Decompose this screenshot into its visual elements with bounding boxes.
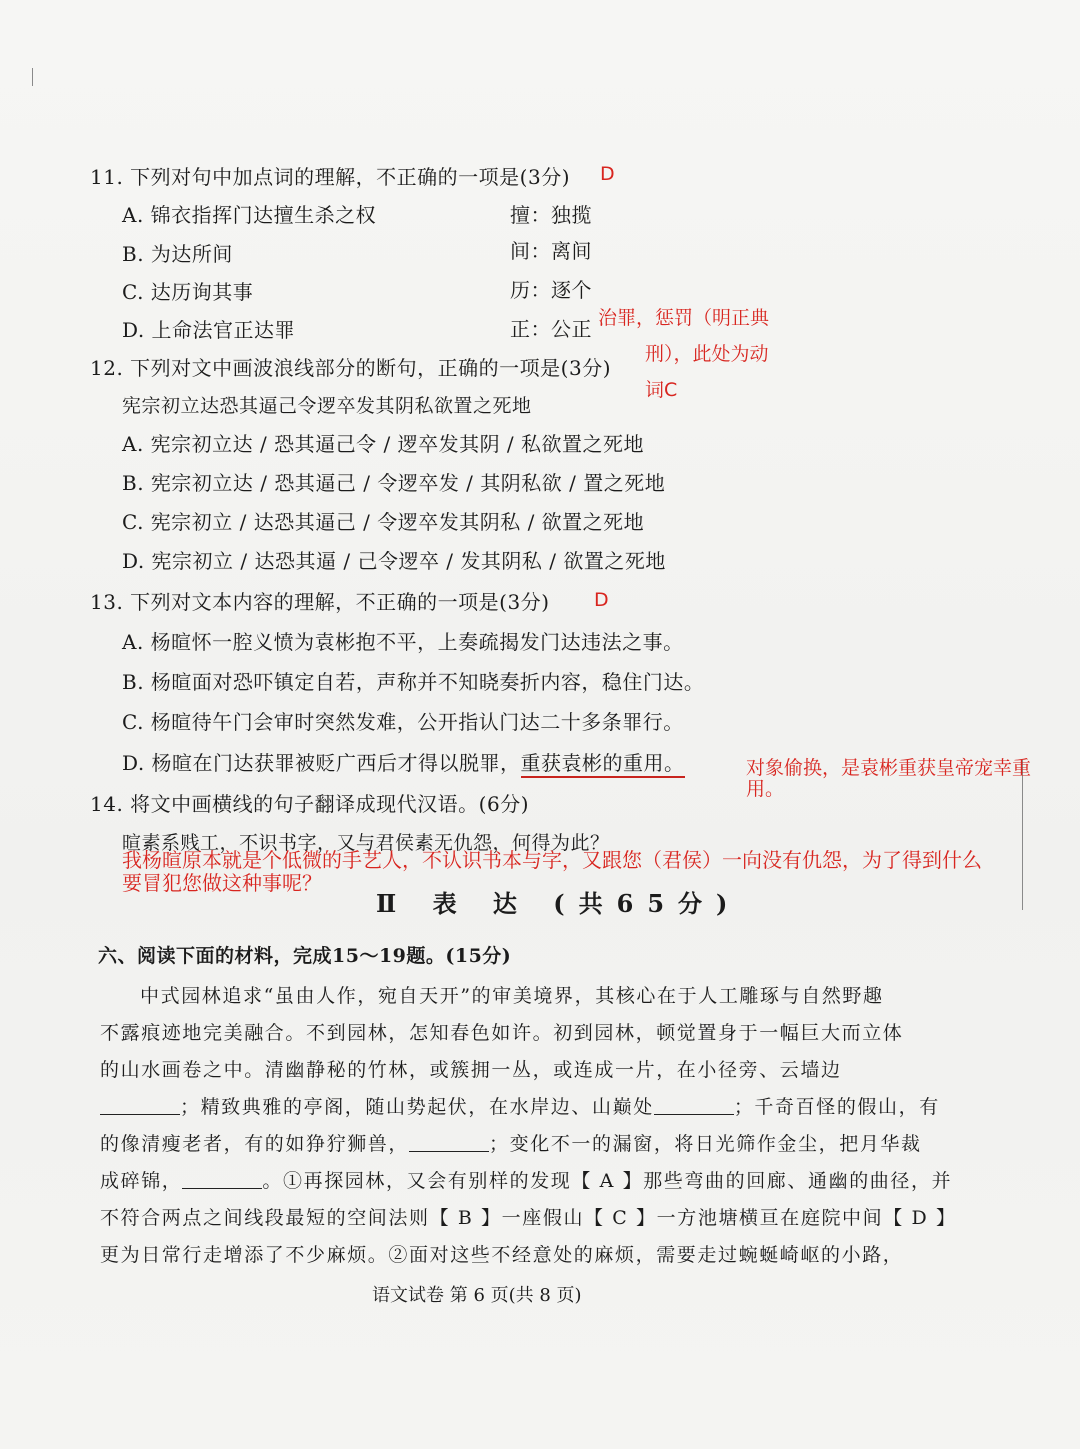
passage-line-5 (100, 1131, 922, 1157)
q13-stem: 13. 下列对文本内容的理解，不正确的一项是(3分) (90, 590, 550, 614)
part6-heading: 六、阅读下面的材料，完成15～19题。(15分) (98, 945, 512, 967)
q13-option-d (122, 750, 685, 776)
passage-line-1: 中式园林追求“虽由人作，宛自天开”的审美境界，其核心在于人工雕琢与自然野趣 (140, 985, 884, 1007)
q14-sentence: 暄素系贱工，不识书字，又与君侯素无仇怨，何得为此？ (122, 832, 610, 854)
fill-blank-2[interactable] (654, 1114, 734, 1115)
fill-blank-1[interactable] (100, 1114, 180, 1115)
q11-note-line3: 词C (645, 379, 678, 401)
q13-answer: D (594, 589, 609, 611)
q11-gloss-b: 间：离间 (510, 239, 592, 263)
q11-stem: 11. 下列对句中加点词的理解，不正确的一项是(3分) (90, 165, 570, 189)
q11-gloss-a: 擅：独揽 (510, 203, 592, 227)
passage-line-6 (100, 1168, 952, 1194)
passage-line-8: 更为日常行走增添了不少麻烦。②面对这些不经意处的麻烦，需要走过蜿蜒崎岖的小路， (100, 1244, 904, 1266)
q14-translation-line2: 要冒犯您做这种事呢？ (122, 871, 322, 895)
passage-line-5b: ；变化不一的漏窗，将日光筛作金尘，把月华裁 (489, 1133, 922, 1155)
q14-translation-line1: 我杨暄原本就是个低微的手艺人，不认识书本与字，又跟您（君侯）一向没有仇怨，为了得到什么 (122, 848, 982, 872)
q11-option-a: A. 锦衣指挥门达擅生杀之权 (122, 203, 377, 227)
passage-line-6b: 。①再探园林，又会有别样的发现【 A 】那些弯曲的回廊、通幽的曲径，并 (262, 1170, 953, 1192)
q11-note-line1: 治罪，惩罚（明正典 (598, 307, 770, 329)
passage-line-7: 不符合两点之间线段最短的空间法则【 B 】一座假山【 C 】一方池塘横亘在庭院中间【 D 】 (100, 1207, 957, 1229)
fill-blank-3[interactable] (409, 1151, 489, 1152)
q13-option-c: C. 杨暄待午门会审时突然发难，公开指认门达二十多条罪行。 (122, 710, 684, 734)
q12-passage: 宪宗初立达恐其逼己令逻卒发其阴私欲置之死地 (122, 395, 532, 417)
passage-line-6a: 成碎锦， (100, 1170, 183, 1192)
q13-note-line2: 用。 (746, 778, 785, 800)
q13-underlined-phrase: 重获袁彬的重用。 (521, 751, 685, 778)
passage-line-3: 的山水画卷之中。清幽静秘的竹林，或簇拥一丛，或连成一片，在小径旁、云墙边 (100, 1059, 842, 1081)
q13-option-d-text: D. 杨暄在门达获罪被贬广西后才得以脱罪， (122, 751, 521, 775)
passage-line-4 (100, 1094, 940, 1120)
q12-stem: 12. 下列对文中画波浪线部分的断句，正确的一项是(3分) (90, 356, 611, 380)
q11-gloss-c: 历：逐个 (510, 278, 592, 302)
q12-option-b: B. 宪宗初立达 / 恐其逼己 / 令逻卒发 / 其阴私欲 / 置之死地 (122, 471, 666, 495)
passage-line-2: 不露痕迹地完美融合。不到园林，怎知春色如许。初到园林，顿觉置身于一幅巨大而立体 (100, 1022, 904, 1044)
scan-edge-mark (32, 68, 33, 86)
scan-edge-line (1022, 760, 1023, 910)
page-footer: 语文试卷 第 6 页(共 8 页) (372, 1285, 582, 1306)
passage-line-5a: 的像清瘦老者，有的如狰狞狮兽， (100, 1133, 410, 1155)
q12-option-d: D. 宪宗初立 / 达恐其逼 / 己令逻卒 / 发其阴私 / 欲置之死地 (122, 549, 666, 573)
q12-option-a: A. 宪宗初立达 / 恐其逼己令 / 逻卒发其阴 / 私欲置之死地 (122, 432, 645, 456)
passage-line-4a: ；精致典雅的亭阁，随山势起伏，在水岸边、山巅处 (180, 1096, 654, 1118)
q11-option-b: B. 为达所间 (122, 242, 233, 266)
q13-option-b: B. 杨暄面对恐吓镇定自若，声称并不知晓奏折内容，稳住门达。 (122, 670, 705, 694)
q11-answer: D (600, 163, 615, 185)
q13-option-a: A. 杨暄怀一腔义愤为袁彬抱不平，上奏疏揭发门达违法之事。 (122, 630, 684, 654)
section-title: Ⅱ 表 达 (共65分) (376, 889, 742, 918)
q13-note-line1: 对象偷换，是袁彬重获皇帝宠幸重 (746, 757, 1032, 779)
passage-line-4b: ；千奇百怪的假山，有 (733, 1096, 940, 1118)
q11-gloss-d: 正：公正 (510, 317, 592, 341)
fill-blank-4[interactable] (182, 1188, 262, 1189)
q14-stem: 14. 将文中画横线的句子翻译成现代汉语。(6分) (90, 792, 529, 816)
q11-note-line2: 刑），此处为动 (645, 343, 769, 365)
q12-option-c: C. 宪宗初立 / 达恐其逼己 / 令逻卒发其阴私 / 欲置之死地 (122, 510, 645, 534)
q11-option-d: D. 上命法官正达罪 (122, 318, 296, 342)
q11-option-c: C. 达历询其事 (122, 280, 254, 304)
